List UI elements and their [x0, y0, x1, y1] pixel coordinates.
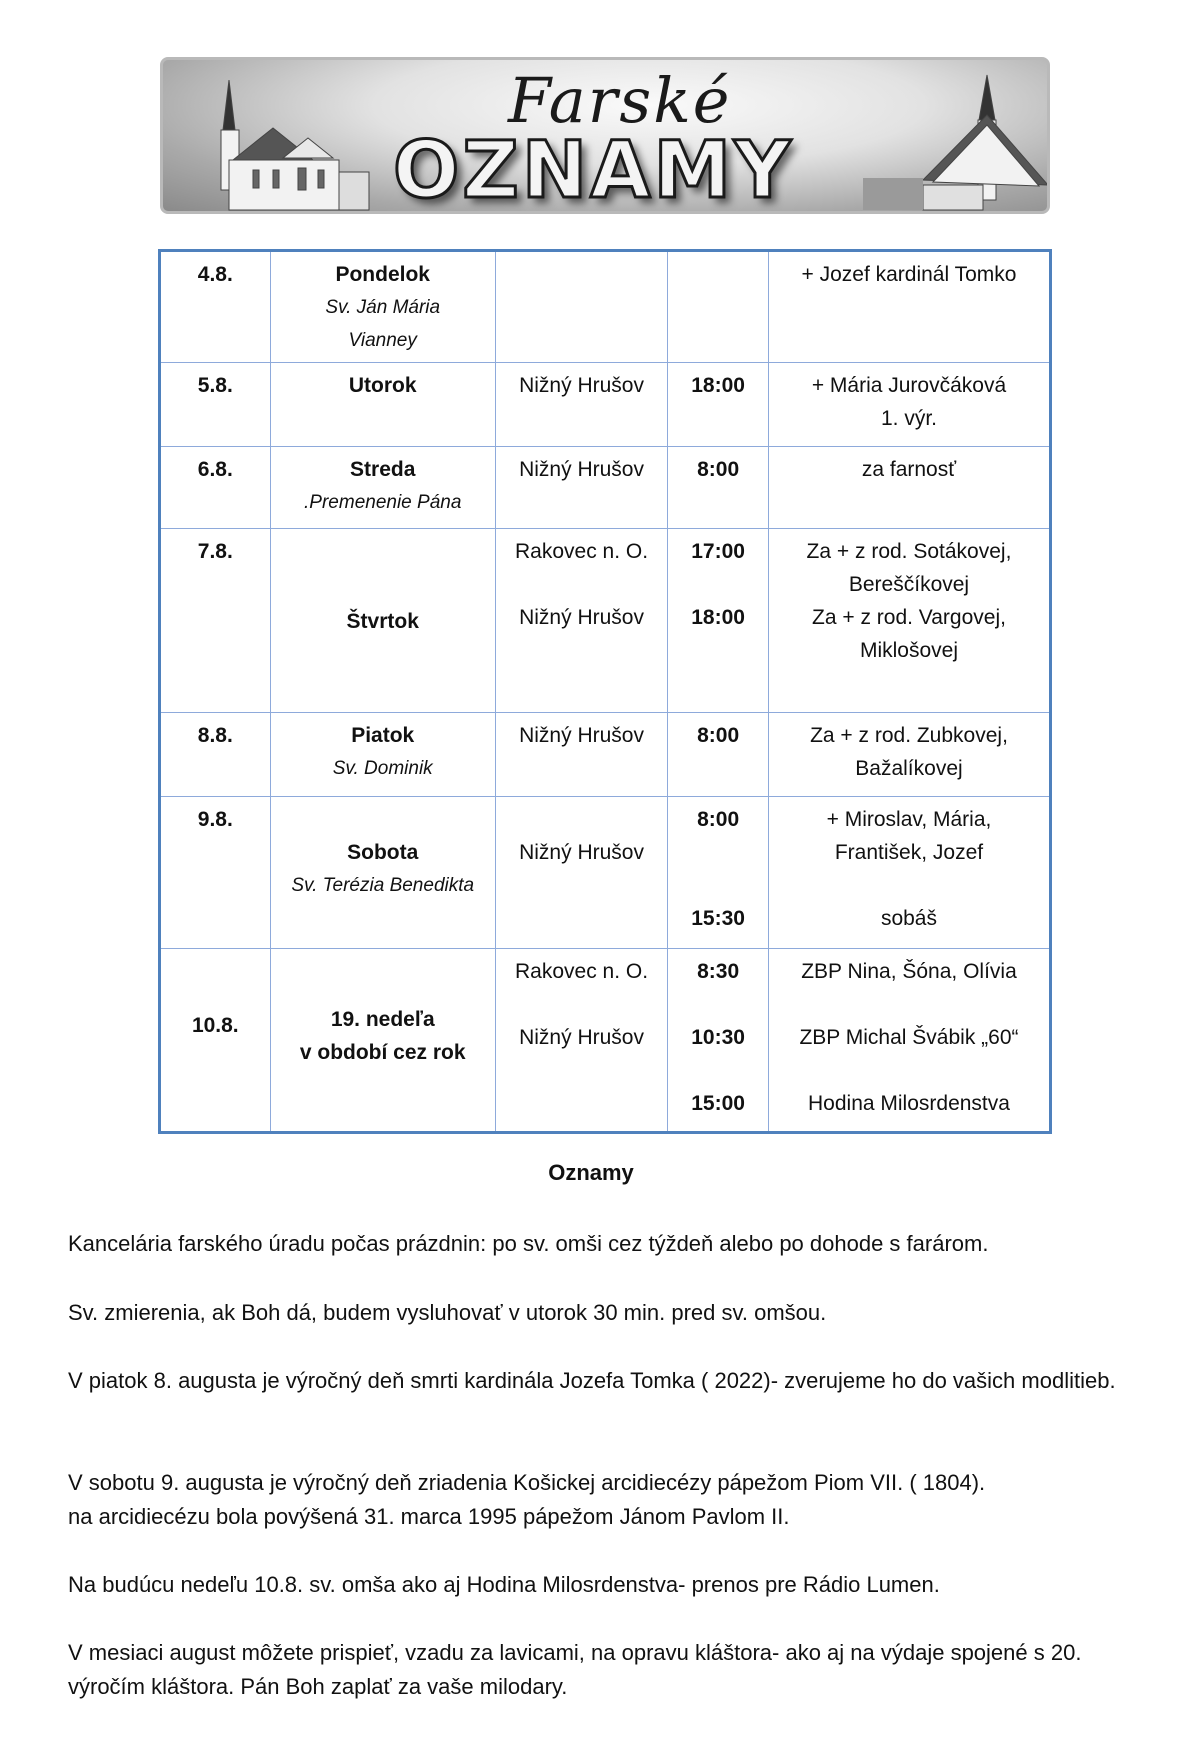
intention-text: za farnosť	[861, 458, 957, 481]
day-name: Utorok	[348, 374, 417, 397]
header-banner	[160, 57, 1050, 214]
table-row	[160, 797, 1051, 949]
intention-text: František, Jozef	[834, 841, 984, 864]
intention-cell	[768, 447, 1050, 529]
time-text: 8:00	[697, 724, 740, 747]
time-cell	[668, 447, 769, 529]
announcement-paragraph: Na budúcu nedeľu 10.8. sv. omša ako aj Hodina Milosrdenstva- prenos pre Rádio Lumen.	[68, 1572, 940, 1597]
day-name: v období cez rok	[299, 1041, 466, 1064]
time-text: 18:00	[691, 606, 745, 629]
place-text: Nižný Hrušov	[519, 374, 644, 397]
intention-text: Bereščíkovej	[848, 573, 970, 596]
date-cell: 10.8.	[160, 949, 271, 1133]
table-row	[160, 447, 1051, 529]
place-text: Nižný Hrušov	[519, 458, 644, 481]
intention-text: Hodina Milosrdenstva	[808, 1092, 1010, 1115]
place-text: Nižný Hrušov	[519, 1026, 644, 1049]
intention-text: + Mária Jurovčáková	[811, 374, 1007, 397]
mass-schedule-table	[158, 249, 1052, 1134]
time-text: 8:00	[697, 808, 740, 831]
table-row	[160, 529, 1051, 713]
feast-name: Sv. Dominik	[332, 758, 433, 779]
place-cell	[495, 797, 667, 949]
table-row	[160, 949, 1051, 1133]
intention-cell	[768, 251, 1050, 363]
announcements-heading: Oznamy	[548, 1160, 634, 1185]
intention-text: Bažalíkovej	[855, 757, 963, 780]
date-cell: 7.8.	[160, 529, 271, 713]
day-name: Sobota	[347, 841, 419, 864]
time-cell	[668, 797, 769, 949]
time-text: 17:00	[691, 540, 745, 563]
time-text: 8:30	[697, 960, 740, 983]
place-text: Nižný Hrušov	[519, 724, 644, 747]
announcement-paragraph: na arcidiecézu bola povýšená 31. marca 1995 pápežom Jánom Pavlom II.	[68, 1504, 790, 1529]
day-name: Piatok	[351, 724, 415, 747]
day-cell	[270, 363, 495, 447]
feast-name: .Premenenie Pána	[304, 492, 462, 513]
intention-text: Za + z rod. Zubkovej,	[810, 724, 1008, 747]
place-text: Rakovec n. O.	[515, 960, 649, 983]
right-church-icon	[863, 75, 1048, 210]
time-text: 10:30	[691, 1026, 745, 1049]
time-cell	[668, 949, 769, 1133]
banner-script-title: Farské	[508, 64, 732, 137]
intention-text: sobáš	[880, 907, 937, 930]
place-cell	[495, 447, 667, 529]
table-row	[160, 363, 1051, 447]
day-name: 19. nedeľa	[330, 1008, 435, 1031]
announcement-paragraph: V sobotu 9. augusta je výročný deň zriadenia Košickej arcidiecézy pápežom Piom VII. ( 1804).	[68, 1470, 986, 1495]
intention-cell	[768, 949, 1050, 1133]
date-cell: 9.8.	[160, 797, 271, 949]
place-cell	[495, 251, 667, 363]
time-text: 18:00	[691, 374, 745, 397]
day-cell	[270, 713, 495, 797]
banner-main-title: OZNAMY	[393, 126, 794, 214]
time-cell	[668, 713, 769, 797]
intention-cell	[768, 363, 1050, 447]
day-cell	[270, 797, 495, 949]
feast-name: Vianney	[348, 330, 417, 351]
intention-text: Miklošovej	[859, 639, 958, 662]
place-text: Rakovec n. O.	[515, 540, 649, 563]
day-name: Pondelok	[335, 263, 430, 286]
announcement-paragraph: Kancelária farského úradu počas prázdnin: po sv. omši cez týždeň alebo po dohode s farárom.	[68, 1231, 989, 1256]
time-text: 15:30	[691, 907, 745, 930]
place-cell	[495, 949, 667, 1133]
feast-name: Sv. Ján Mária	[325, 297, 441, 318]
intention-cell	[768, 529, 1050, 713]
date-cell: 6.8.	[160, 447, 271, 529]
time-cell	[668, 529, 769, 713]
announcement-paragraph: Sv. zmierenia, ak Boh dá, budem vysluhovať v utorok 30 min. pred sv. omšou.	[68, 1300, 827, 1325]
announcement-paragraph: V piatok 8. augusta je výročný deň smrti kardinála Jozefa Tomka ( 2022)- zverujeme ho do vašich modlitieb.	[68, 1368, 1116, 1393]
place-cell	[495, 529, 667, 713]
time-text: 8:00	[697, 458, 740, 481]
place-text: Nižný Hrušov	[519, 606, 644, 629]
date-cell: 4.8.	[160, 251, 271, 363]
intention-text: Za + z rod. Vargovej,	[812, 606, 1006, 629]
date-cell: 8.8.	[160, 713, 271, 797]
day-cell	[270, 949, 495, 1133]
table-row	[160, 251, 1051, 363]
day-name: Streda	[350, 458, 416, 481]
intention-text: + Miroslav, Mária,	[826, 808, 992, 831]
place-cell	[495, 363, 667, 447]
place-text: Nižný Hrušov	[519, 841, 644, 864]
day-cell	[270, 447, 495, 529]
intention-cell	[768, 797, 1050, 949]
intention-cell	[768, 713, 1050, 797]
left-church-icon	[221, 80, 369, 210]
date-cell: 5.8.	[160, 363, 271, 447]
day-name: Štvrtok	[346, 610, 419, 633]
announcement-paragraph: V mesiaci august môžete prispieť, vzadu za lavicami, na opravu kláštora- ako aj na výdaje spojené s 20. výročím kláštora. Pán Boh zaplať za vaše milodary.	[68, 1640, 1082, 1699]
intention-text: ZBP Nina, Šóna, Olívia	[801, 960, 1017, 983]
time-text: 15:00	[691, 1092, 745, 1115]
intention-text: + Jozef kardinál Tomko	[801, 263, 1017, 286]
intention-text: Za + z rod. Sotákovej,	[806, 540, 1012, 563]
table-row	[160, 713, 1051, 797]
feast-name: Sv. Terézia Benedikta	[291, 875, 475, 896]
time-cell	[668, 363, 769, 447]
day-cell	[270, 251, 495, 363]
intention-text: ZBP Michal Švábik „60“	[799, 1026, 1019, 1049]
place-cell	[495, 713, 667, 797]
intention-text: 1. výr.	[880, 407, 937, 430]
time-cell	[668, 251, 769, 363]
day-cell	[270, 529, 495, 713]
